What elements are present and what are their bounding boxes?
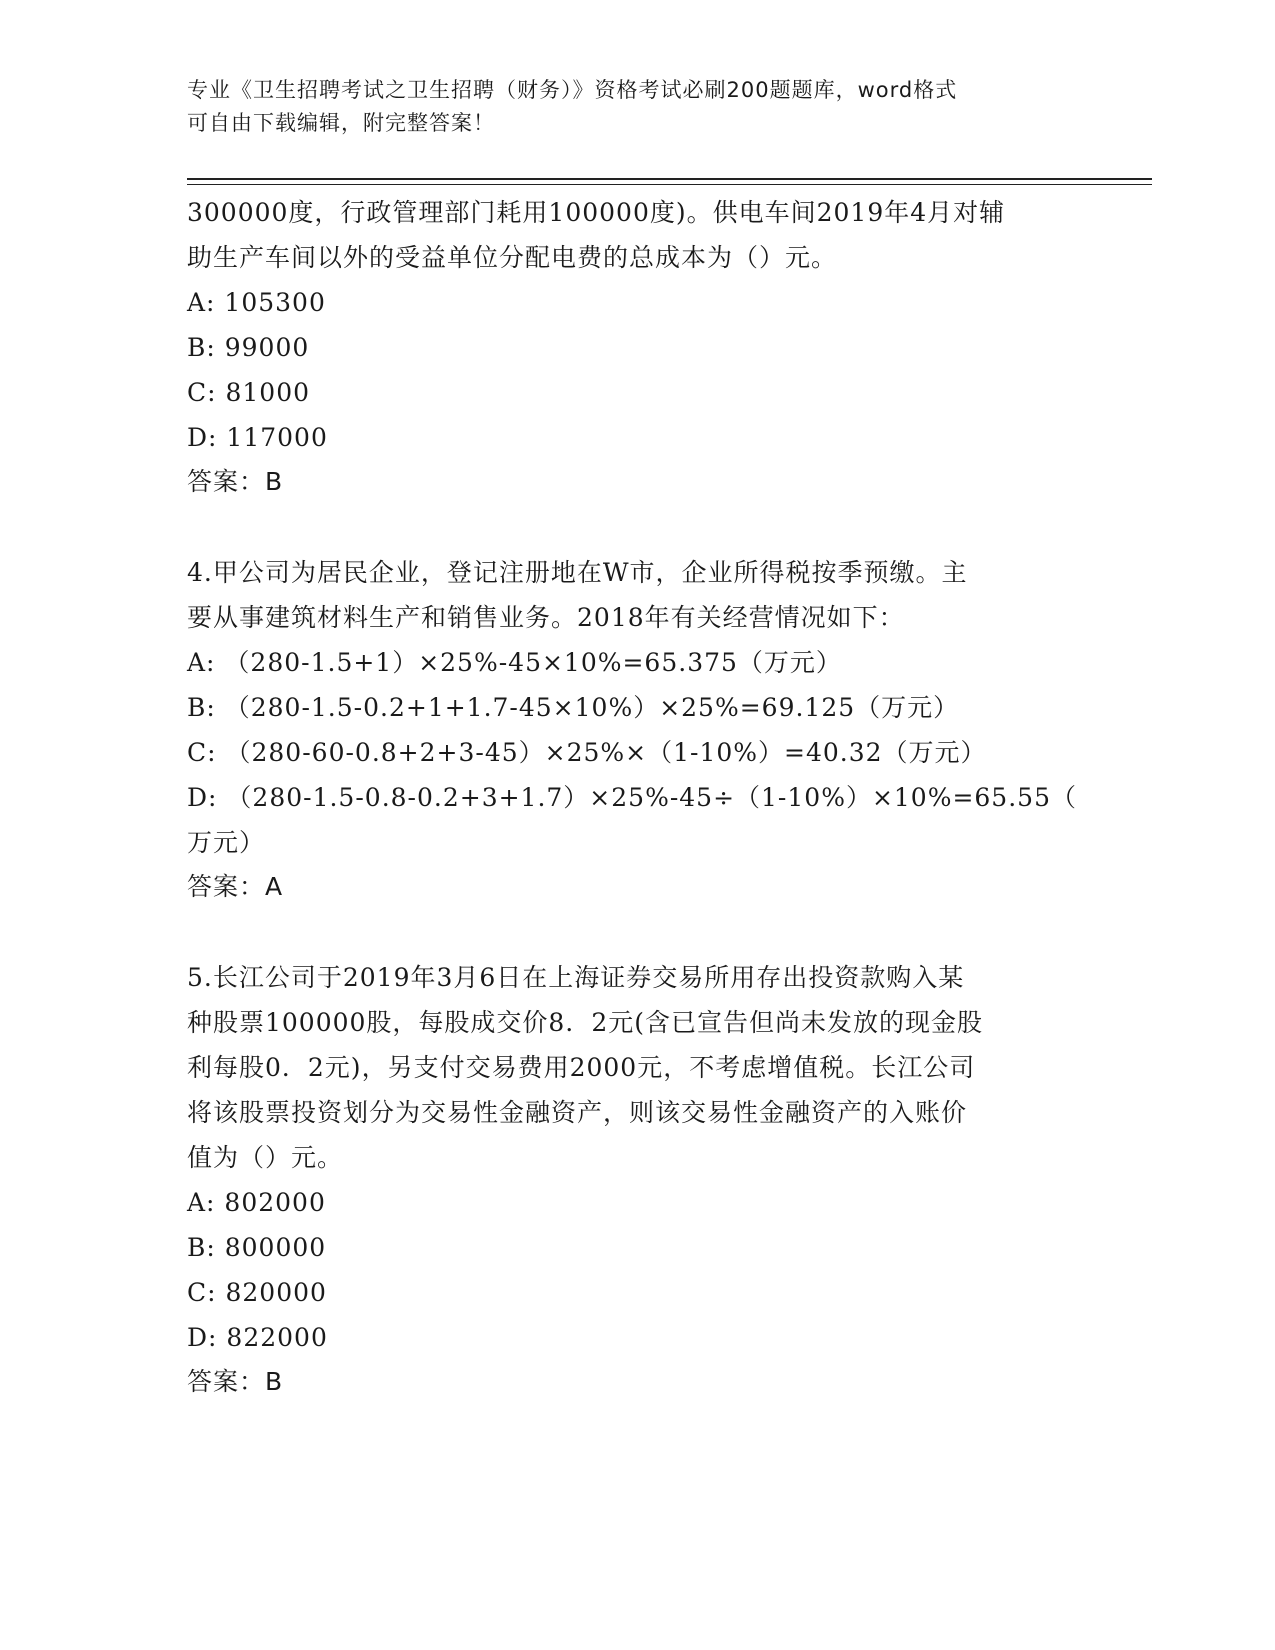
header-rule-thin <box>187 184 1152 185</box>
option-a: A: （280-1.5+1）×25%-45×10%=65.375（万元） <box>187 648 842 677</box>
question-text-line: 300000度，行政管理部门耗用100000度)。供电车间2019年4月对辅 <box>187 198 1006 227</box>
question-5 <box>187 955 1087 1404</box>
question-text-line: 助生产车间以外的受益单位分配电费的总成本为（）元。 <box>187 243 838 272</box>
option-b: B: （280-1.5-0.2+1+1.7-45×10%）×25%=69.125（万元） <box>187 693 960 722</box>
option-a: A: 802000 <box>187 1188 326 1217</box>
header-rule-thick <box>187 178 1152 180</box>
document-header <box>187 74 1087 140</box>
answer-line: 答案：B <box>187 467 284 496</box>
question-text-line: 将该股票投资划分为交易性金融资产，则该交易性金融资产的入账价 <box>187 1098 968 1127</box>
option-c: C: （280-60-0.8+2+3-45）×25%×（1-10%）=40.32（万元） <box>187 738 987 767</box>
document-body <box>187 190 1087 1404</box>
question-4 <box>187 550 1087 909</box>
question-text-line: 种股票100000股，每股成交价8．2元(含已宣告但尚未发放的现金股 <box>187 1008 984 1037</box>
question-text-line: 4.甲公司为居民企业，登记注册地在W市，企业所得税按季预缴。主 <box>187 558 968 587</box>
question-text-line: 要从事建筑材料生产和销售业务。2018年有关经营情况如下： <box>187 603 905 632</box>
question-3 <box>187 190 1087 504</box>
option-d-continued: 万元） <box>187 828 266 857</box>
spacer <box>187 504 1087 550</box>
header-line-2: 可自由下载编辑，附完整答案！ <box>187 111 495 135</box>
option-c: C: 820000 <box>187 1278 327 1307</box>
option-c: C: 81000 <box>187 378 311 407</box>
option-d: D: 822000 <box>187 1323 328 1352</box>
answer-line: 答案：A <box>187 872 284 901</box>
option-b: B: 99000 <box>187 333 310 362</box>
question-text-line: 值为（）元。 <box>187 1143 344 1172</box>
option-d: D: （280-1.5-0.8-0.2+3+1.7）×25%-45÷（1-10%）×10%=65.55（ <box>187 783 1077 812</box>
answer-line: 答案：B <box>187 1367 284 1396</box>
option-a: A: 105300 <box>187 288 326 317</box>
option-d: D: 117000 <box>187 423 328 452</box>
question-text-line: 利每股0．2元)，另支付交易费用2000元，不考虑增值税。长江公司 <box>187 1053 976 1082</box>
option-b: B: 800000 <box>187 1233 327 1262</box>
question-text-line: 5.长江公司于2019年3月6日在上海证券交易所用存出投资款购入某 <box>187 963 965 992</box>
spacer <box>187 909 1087 955</box>
header-line-1: 专业《卫生招聘考试之卫生招聘（财务）》资格考试必刷200题题库，word格式 <box>187 78 958 102</box>
